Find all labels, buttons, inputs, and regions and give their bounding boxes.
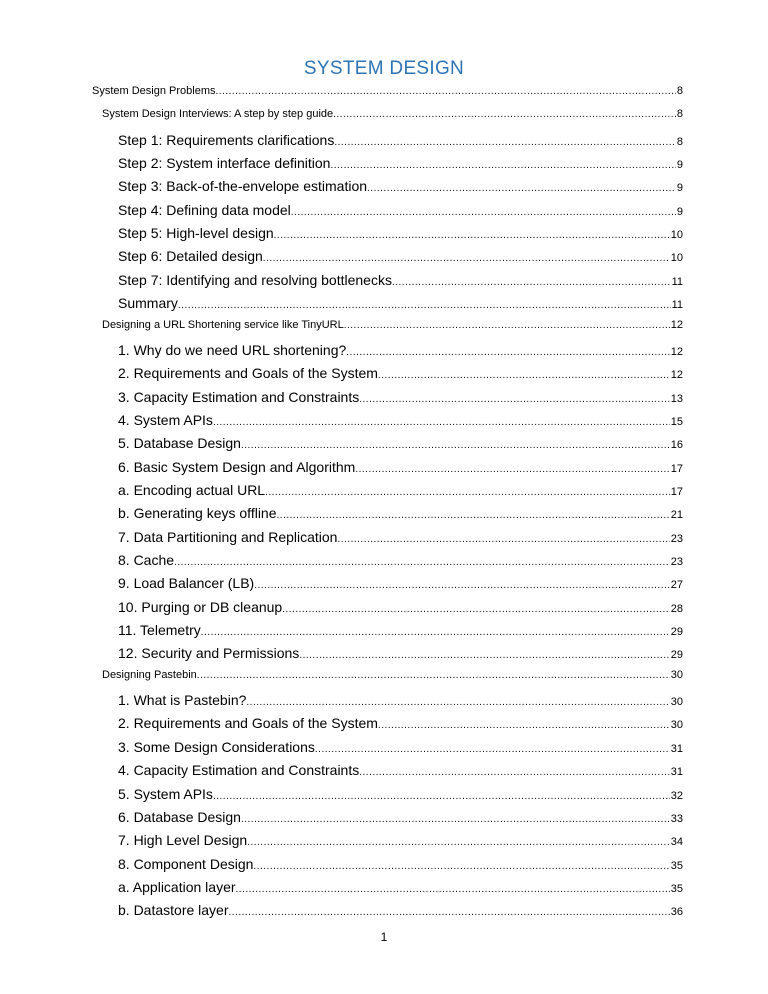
dot-leader [346, 347, 669, 358]
dot-leader [213, 417, 670, 428]
toc-entry-page: 12 [670, 369, 683, 382]
toc-entry[interactable] [118, 202, 683, 224]
toc-entry-page: 10 [670, 229, 683, 242]
toc-entry-page: 32 [670, 789, 683, 802]
toc-entry-page: 23 [670, 532, 683, 545]
toc-entry[interactable] [118, 482, 683, 504]
toc-entry[interactable] [118, 225, 683, 247]
dot-leader [241, 814, 670, 825]
toc-entry-title: Step 6: Detailed design [118, 248, 263, 265]
dot-leader [274, 230, 670, 241]
toc-entry-title: 2. Requirements and Goals of the System [118, 715, 378, 732]
toc-entry-page: 8 [676, 108, 683, 121]
toc-entry[interactable] [118, 552, 683, 574]
dot-leader [277, 510, 670, 521]
toc-entry[interactable] [118, 879, 683, 901]
toc-entry-title: b. Generating keys offline [118, 505, 277, 522]
dot-leader [355, 464, 669, 475]
toc-entry-title: 7. Data Partitioning and Replication [118, 528, 338, 545]
toc-entry-page: 15 [670, 415, 683, 428]
toc-entry-title: 4. System APIs [118, 411, 213, 428]
toc-entry-page: 30 [670, 668, 683, 681]
dot-leader [201, 627, 670, 638]
toc-entry-page: 12 [670, 318, 683, 331]
toc-entry-title: Step 2: System interface definition [118, 155, 331, 172]
toc-entry-title: System Design Interviews: A step by step guide [102, 108, 334, 121]
toc-entry-page: 23 [670, 556, 683, 568]
document-title: SYSTEM DESIGN [303, 58, 465, 79]
toc-entry-title: Designing a URL Shortening service like TinyURL [102, 318, 344, 331]
dot-leader [229, 907, 670, 918]
dot-leader [359, 394, 670, 405]
dot-leader [315, 744, 670, 755]
toc-entry-page: 9 [676, 205, 683, 218]
toc-entry-page: 36 [670, 906, 683, 919]
toc-entry-title: 11. Telemetry [118, 622, 201, 639]
dot-leader [334, 137, 676, 148]
toc-entry-page: 11 [671, 299, 683, 312]
toc-entry[interactable] [118, 248, 683, 270]
toc-entry[interactable] [118, 715, 683, 737]
toc-entry[interactable] [118, 342, 683, 364]
toc-entry[interactable] [118, 739, 683, 761]
toc-entry[interactable] [118, 389, 683, 411]
toc-entry-page: 16 [670, 439, 683, 452]
toc-entry-page: 8 [676, 85, 683, 97]
dot-leader [197, 670, 670, 681]
toc-entry-title: Step 5: High-level design [118, 225, 274, 242]
toc-entry-title: a. Encoding actual URL [118, 481, 266, 498]
page-number: 1 [380, 930, 388, 944]
toc-entry[interactable] [118, 786, 683, 808]
dot-leader [367, 183, 676, 194]
toc-entry-title: 8. Component Design [118, 855, 254, 872]
dot-leader [174, 557, 670, 568]
toc-entry-title: 5. System APIs [118, 785, 213, 802]
dot-leader [291, 207, 676, 218]
toc-entry-title: 1. What is Pastebin? [118, 692, 247, 709]
toc-entry-title: 5. Database Design [118, 435, 241, 452]
toc-entry-page: 34 [670, 836, 683, 849]
toc-entry-page: 27 [670, 579, 683, 592]
dot-leader [330, 160, 675, 171]
toc-entry-title: Step 3: Back-of-the-envelope estimation [118, 178, 368, 195]
toc-entry-page: 12 [670, 345, 683, 358]
toc-entry[interactable] [118, 529, 683, 551]
toc-entry[interactable] [118, 902, 683, 924]
dot-leader [282, 604, 670, 615]
dot-leader [216, 86, 676, 97]
dot-leader [359, 767, 670, 778]
dot-leader [299, 650, 669, 661]
dot-leader [344, 320, 670, 331]
toc-entry-page: 17 [670, 462, 683, 475]
toc-entry-title: a. Application layer [118, 878, 236, 895]
toc-entry[interactable] [118, 505, 683, 527]
toc-entry[interactable] [118, 295, 683, 317]
dot-leader [236, 884, 670, 895]
toc-entry-title: 10. Purging or DB cleanup [118, 598, 283, 615]
toc-entry[interactable] [118, 809, 683, 831]
toc-entry[interactable] [118, 622, 683, 644]
toc-entry-page: 29 [670, 626, 683, 639]
toc-entry-title: Designing Pastebin [102, 668, 197, 681]
toc-entry[interactable] [118, 599, 683, 621]
toc-entry-title: 6. Database Design [118, 808, 241, 825]
toc-entry-title: 4. Capacity Estimation and Constraints [118, 762, 360, 779]
toc-entry-title: 7. High Level Design [118, 832, 248, 849]
toc-entry[interactable] [118, 155, 683, 177]
toc-entry-title: 2. Requirements and Goals of the System [118, 365, 378, 382]
toc-entry-title: Step 1: Requirements clarifications [118, 131, 335, 148]
toc-entry[interactable] [118, 178, 683, 200]
toc-entry-title: Step 4: Defining data model [118, 201, 291, 218]
dot-leader [254, 580, 670, 591]
dot-leader [213, 791, 670, 802]
toc-entry[interactable] [118, 412, 683, 434]
toc-entry[interactable] [118, 132, 683, 154]
toc-entry[interactable] [118, 459, 683, 481]
toc-entry-title: System Design Problems [92, 85, 216, 97]
toc-entry[interactable] [118, 692, 683, 714]
dot-leader [178, 300, 671, 311]
toc-entry-title: b. Datastore layer [118, 902, 229, 919]
toc-entry[interactable] [118, 272, 683, 294]
toc-entry-page: 29 [670, 649, 683, 662]
toc-entry-page: 33 [670, 812, 683, 825]
toc-entry-page: 28 [670, 602, 683, 615]
toc-entry-page: 9 [676, 182, 683, 195]
toc-entry-page: 9 [676, 159, 683, 172]
dot-leader [265, 487, 670, 498]
toc-entry[interactable] [102, 108, 683, 130]
toc-entry[interactable] [118, 365, 683, 387]
dot-leader [253, 861, 669, 872]
toc-entry-title: 9. Load Balancer (LB) [118, 575, 255, 592]
dot-leader [392, 277, 671, 288]
toc-entry-page: 31 [670, 766, 683, 779]
toc-entry-page: 8 [676, 135, 683, 148]
dot-leader [241, 440, 670, 451]
toc-entry-title: Step 7: Identifying and resolving bottlenecks [118, 271, 392, 288]
toc-entry-title: 8. Cache [118, 552, 175, 568]
toc-entry[interactable] [118, 645, 683, 667]
toc-entry-title: 3. Capacity Estimation and Constraints [118, 388, 360, 405]
toc-entry[interactable] [102, 669, 683, 691]
toc-entry-page: 13 [670, 392, 683, 405]
toc-entry-title: 1. Why do we need URL shortening? [118, 341, 347, 358]
toc-entry[interactable] [118, 575, 683, 597]
toc-entry-page: 21 [670, 509, 683, 522]
toc-entry[interactable] [118, 832, 683, 854]
dot-leader [378, 720, 670, 731]
toc-entry-page: 17 [670, 485, 683, 498]
toc-entry-page: 30 [670, 696, 683, 709]
toc-entry-page: 35 [670, 859, 683, 872]
toc-entry-title: 3. Some Design Considerations [118, 738, 315, 755]
dot-leader [246, 697, 669, 708]
toc-entry-page: 31 [670, 742, 683, 755]
dot-leader [263, 253, 670, 264]
toc-entry[interactable] [118, 435, 683, 457]
toc-entry[interactable] [118, 856, 683, 878]
toc-entry-title: 6. Basic System Design and Algorithm [118, 458, 356, 475]
toc-entry[interactable] [102, 319, 683, 341]
toc-entry-page: 35 [670, 882, 683, 895]
toc-entry[interactable] [92, 85, 683, 107]
dot-leader [333, 109, 676, 120]
dot-leader [337, 534, 669, 545]
toc-entry-title: 12. Security and Permissions [118, 645, 300, 662]
toc-entry-page: 30 [670, 719, 683, 732]
dot-leader [378, 370, 670, 381]
toc-entry-page: 10 [670, 252, 683, 265]
toc-entry-page: 11 [671, 275, 683, 288]
dot-leader [247, 837, 670, 848]
toc-entry[interactable] [118, 762, 683, 784]
toc-entry-title: Summary [118, 295, 178, 312]
